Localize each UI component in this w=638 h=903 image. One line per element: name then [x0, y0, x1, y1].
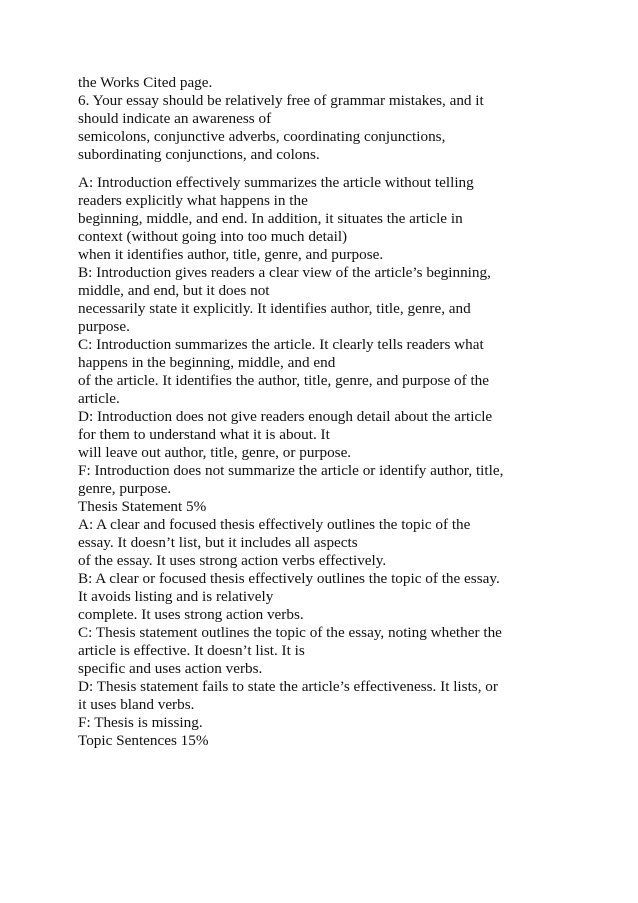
- text-line: article is effective. It doesn’t list. It is: [78, 642, 305, 659]
- text-line: article.: [78, 390, 120, 407]
- text-line: 6. Your essay should be relatively free of grammar mistakes, and it: [78, 92, 484, 109]
- text-line: will leave out author, title, genre, or purpose.: [78, 444, 352, 461]
- text-line: specific and uses action verbs.: [78, 660, 263, 677]
- text-line: readers explicitly what happens in the: [78, 192, 308, 209]
- text-line: C: Introduction summarizes the article. It clearly tells readers what: [78, 336, 484, 353]
- rubric-paragraph: [78, 174, 578, 750]
- text-line: of the article. It identifies the author, title, genre, and purpose of the: [78, 372, 489, 389]
- text-line: beginning, middle, and end. In addition, it situates the article in: [78, 210, 463, 227]
- section-heading-topic-sentences: Topic Sentences 15%: [78, 732, 209, 749]
- text-line: B: A clear or focused thesis effectively outlines the topic of the essay.: [78, 570, 500, 587]
- grammar-requirements-paragraph: [78, 74, 578, 164]
- text-line: for them to understand what it is about. It: [78, 426, 330, 443]
- text-line: essay. It doesn’t list, but it includes all aspects: [78, 534, 358, 551]
- document-page: [78, 74, 578, 750]
- text-line: it uses bland verbs.: [78, 696, 195, 713]
- text-line: subordinating conjunctions, and colons.: [78, 146, 320, 163]
- text-line: complete. It uses strong action verbs.: [78, 606, 304, 623]
- text-line: when it identifies author, title, genre, and purpose.: [78, 246, 384, 263]
- text-line: of the essay. It uses strong action verbs effectively.: [78, 552, 387, 569]
- text-line: B: Introduction gives readers a clear view of the article’s beginning,: [78, 264, 491, 281]
- text-line: F: Introduction does not summarize the article or identify author, title,: [78, 462, 504, 479]
- paragraph-gap: [78, 164, 578, 174]
- section-heading-thesis: Thesis Statement 5%: [78, 498, 207, 515]
- text-line: A: Introduction effectively summarizes the article without telling: [78, 174, 474, 191]
- text-line: D: Introduction does not give readers enough detail about the article: [78, 408, 493, 425]
- text-line: middle, and end, but it does not: [78, 282, 270, 299]
- text-line: purpose.: [78, 318, 130, 335]
- text-line: A: A clear and focused thesis effectively outlines the topic of the: [78, 516, 471, 533]
- text-line: the Works Cited page.: [78, 74, 213, 91]
- text-line: It avoids listing and is relatively: [78, 588, 274, 605]
- text-line: context (without going into too much detail): [78, 228, 348, 245]
- text-line: F: Thesis is missing.: [78, 714, 203, 731]
- text-line: D: Thesis statement fails to state the article’s effectiveness. It lists, or: [78, 678, 498, 695]
- text-line: necessarily state it explicitly. It identifies author, title, genre, and: [78, 300, 471, 317]
- text-line: happens in the beginning, middle, and end: [78, 354, 336, 371]
- text-line: semicolons, conjunctive adverbs, coordinating conjunctions,: [78, 128, 446, 145]
- text-line: genre, purpose.: [78, 480, 172, 497]
- text-line: C: Thesis statement outlines the topic of the essay, noting whether the: [78, 624, 502, 641]
- text-line: should indicate an awareness of: [78, 110, 272, 127]
